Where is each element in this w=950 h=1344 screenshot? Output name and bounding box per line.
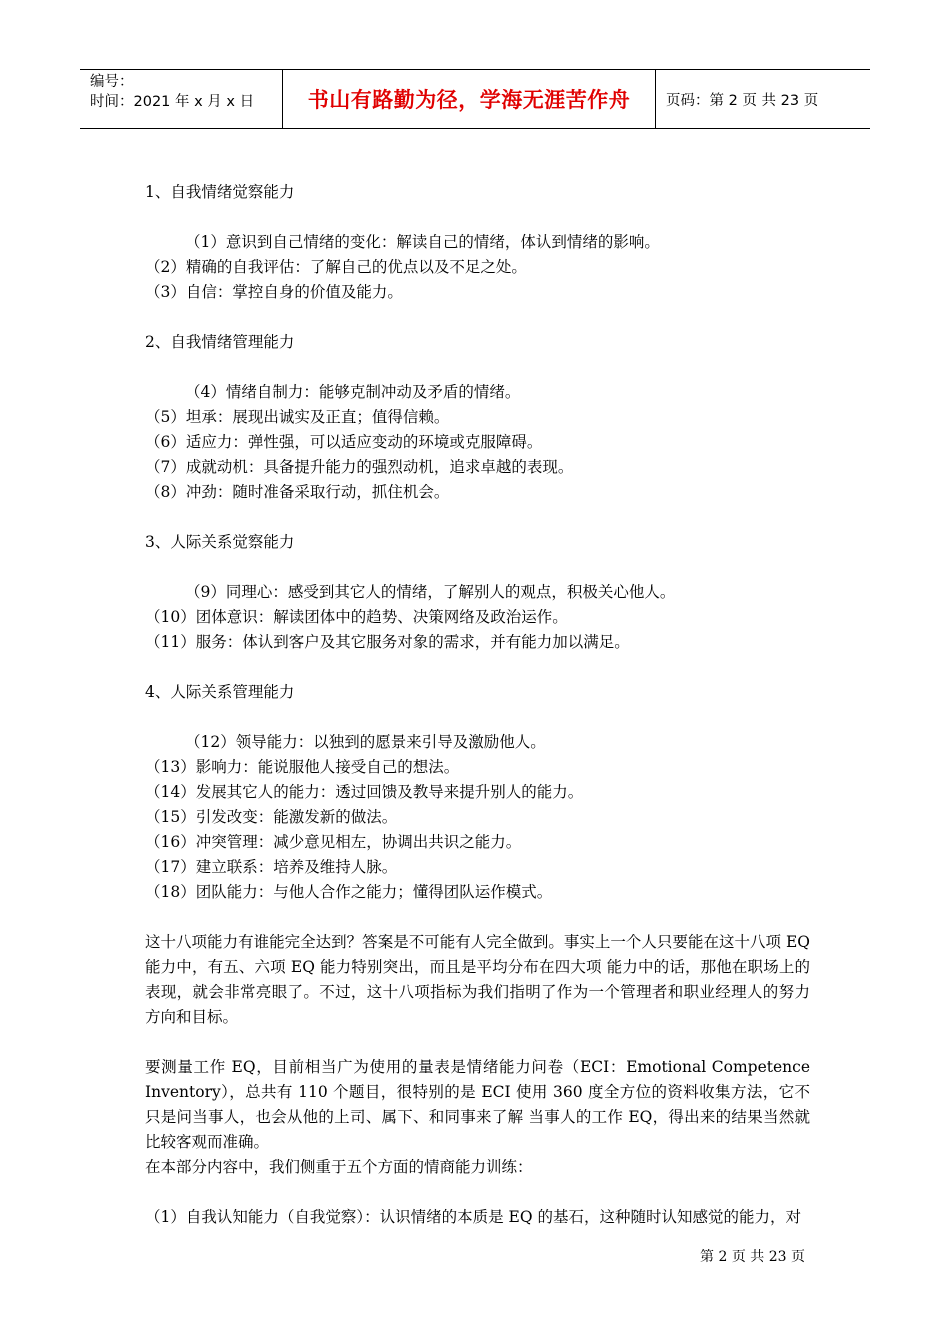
body-paragraph: 在本部分内容中，我们侧重于五个方面的情商能力训练： bbox=[145, 1158, 533, 1176]
list-item: （7）成就动机：具备提升能力的强烈动机，追求卓越的表现。 bbox=[145, 458, 574, 476]
page-header bbox=[80, 69, 870, 129]
list-item: （13）影响力：能说服他人接受自己的想法。 bbox=[145, 758, 460, 776]
list-item: （15）引发改变：能激发新的做法。 bbox=[145, 808, 398, 826]
list-item: （8）冲劲：随时准备采取行动，抓住机会。 bbox=[145, 483, 450, 501]
list-item: （3）自信：掌控自身的价值及能力。 bbox=[145, 283, 403, 301]
body-paragraph: 要测量工作 EQ，目前相当广为使用的量表是情绪能力问卷（ECI：Emotional Competence Inventory），总共有 110 个题目，很特别的是 ECI 使用 360 度全方位的资料收集方法，它不只是问当事人，也会从他的上司、属下、和同事来了解 当事人的工作 EQ，得出来的结果当然就比较客观而准确。 bbox=[145, 1058, 810, 1151]
list-item: （18）团队能力：与他人合作之能力；懂得团队运作模式。 bbox=[145, 883, 553, 901]
section-title: 1、自我情绪觉察能力 bbox=[145, 183, 295, 201]
list-item: （9）同理心：感受到其它人的情绪，了解别人的观点，积极关心他人。 bbox=[185, 583, 676, 601]
list-item: （16）冲突管理：减少意见相左，协调出共识之能力。 bbox=[145, 833, 522, 851]
header-meta bbox=[80, 70, 282, 128]
list-item: （1）意识到自己情绪的变化：解读自己的情绪，体认到情绪的影响。 bbox=[185, 233, 660, 251]
section-title: 2、自我情绪管理能力 bbox=[145, 333, 295, 351]
list-item: （6）适应力：弹性强，可以适应变动的环境或克服障碍。 bbox=[145, 433, 543, 451]
body-paragraph: （1）自我认知能力（自我觉察）：认识情绪的本质是 EQ 的基石，这种随时认知感觉的能力，对 bbox=[145, 1208, 801, 1226]
list-item: （2）精确的自我评估：了解自己的优点以及不足之处。 bbox=[145, 258, 527, 276]
list-item: （12）领导能力：以独到的愿景来引导及激励他人。 bbox=[185, 733, 546, 751]
list-item: （17）建立联系：培养及维持人脉。 bbox=[145, 858, 398, 876]
list-item: （5）坦承：展现出诚实及正直；值得信赖。 bbox=[145, 408, 450, 426]
page-footer: 第 2 页 共 23 页 bbox=[700, 1249, 805, 1265]
document-body bbox=[145, 180, 810, 1230]
list-item: （4）情绪自制力：能够克制冲动及矛盾的情绪。 bbox=[185, 383, 521, 401]
list-item: （11）服务：体认到客户及其它服务对象的需求，并有能力加以满足。 bbox=[145, 633, 630, 651]
section-title: 3、人际关系觉察能力 bbox=[145, 533, 295, 551]
list-item: （14）发展其它人的能力：透过回馈及教导来提升别人的能力。 bbox=[145, 783, 584, 801]
list-item: （10）团体意识：解读团体中的趋势、决策网络及政治运作。 bbox=[145, 608, 568, 626]
section-title: 4、人际关系管理能力 bbox=[145, 683, 295, 701]
body-paragraph: 这十八项能力有谁能完全达到？答案是不可能有人完全做到。事实上一个人只要能在这十八项 EQ 能力中，有五、六项 EQ 能力特别突出，而且是平均分布在四大项 能力中的话，那他在职场上的表现，就会非常亮眼了。不过，这十八项指标为我们指明了作为一个管理者和职业经理人的努力方向和目标。 bbox=[145, 933, 810, 1026]
number-label: 编号： bbox=[90, 74, 134, 90]
header-page-info bbox=[656, 70, 870, 128]
header-motto-cell bbox=[282, 70, 656, 128]
motto-text: 书山有路勤为径，学海无涯苦作舟 bbox=[307, 88, 631, 112]
time-label: 时间：2021 年 x 月 x 日 bbox=[90, 94, 255, 110]
page-info-text: 页码：第 2 页 共 23 页 bbox=[666, 92, 819, 109]
